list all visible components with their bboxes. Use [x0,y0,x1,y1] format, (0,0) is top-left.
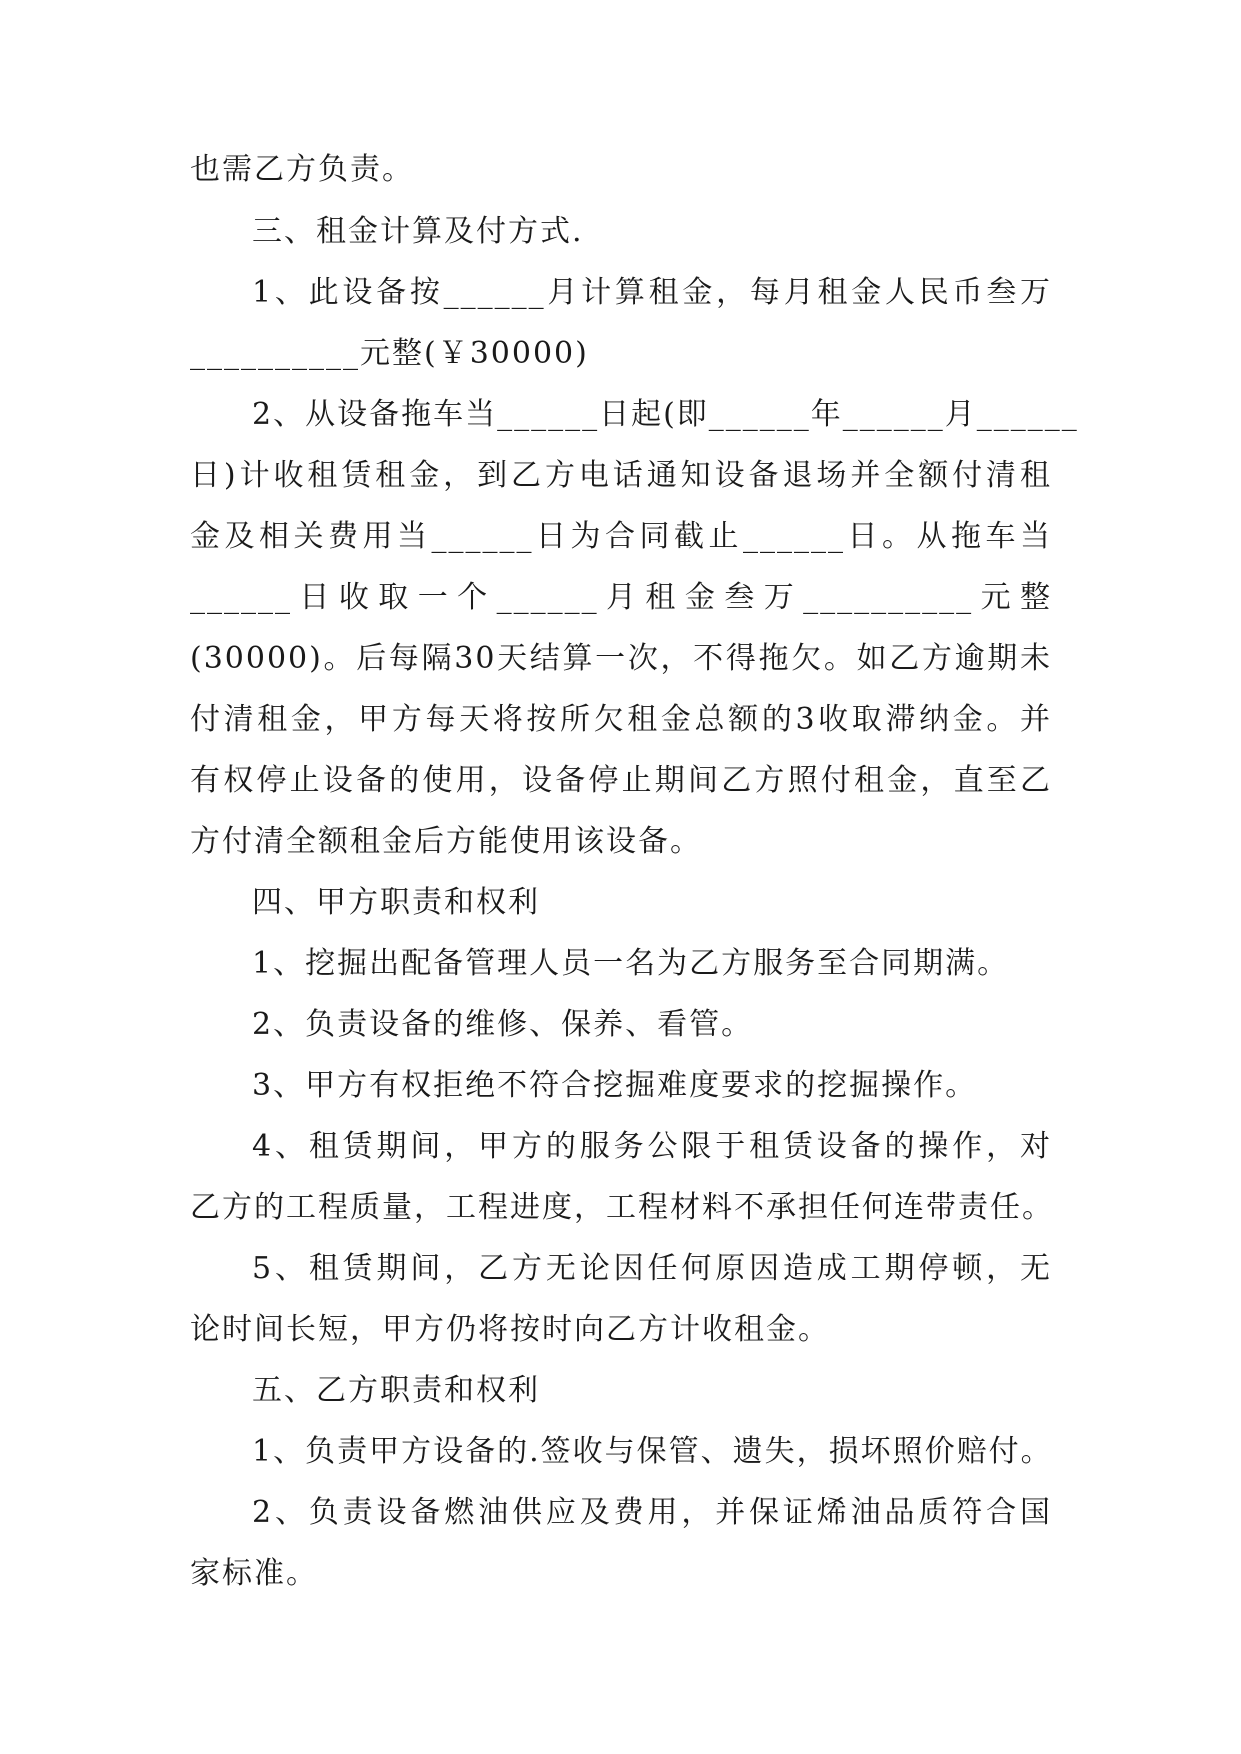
text-line: 方付清全额租金后方能使用该设备。 [190,824,702,859]
text-line: 2、从设备拖车当______日起(即______年______月______ [252,397,1079,432]
text-line: 也需乙方负责。 [190,152,414,187]
text-line: 1、此设备按______月计算租金，每月租金人民币叁万 [252,275,1052,310]
text-line: 1、挖掘出配备管理人员一名为乙方服务至合同期满。 [252,946,1010,981]
text-line: 4、租赁期间，甲方的服务公限于租赁设备的操作，对 [252,1129,1052,1164]
text-line: 1、负责甲方设备的.签收与保管、遗失，损坏照价赔付。 [252,1434,1053,1469]
text-line: (30000)。后每隔30天结算一次，不得拖欠。如乙方逾期未 [190,641,1052,676]
text-line: 日)计收租赁租金，到乙方电话通知设备退场并全额付清租 [190,458,1052,493]
text-line: 乙方的工程质量，工程进度，工程材料不承担任何连带责任。 [190,1190,1054,1225]
section-heading: 四、甲方职责和权利 [252,885,540,920]
text-line: 2、负责设备的维修、保养、看管。 [252,1007,754,1042]
text-line: ______日收取一个______月租金叁万__________元整 [190,580,1052,615]
text-line: 付清租金，甲方每天将按所欠租金总额的3收取滞纳金。并 [190,702,1052,737]
section-heading: 三、租金计算及付方式. [252,214,584,249]
text-line: 论时间长短，甲方仍将按时向乙方计收租金。 [190,1312,830,1347]
text-line: 3、甲方有权拒绝不符合挖掘难度要求的挖掘操作。 [252,1068,978,1103]
text-line: 有权停止设备的使用，设备停止期间乙方照付租金，直至乙 [190,763,1052,798]
text-line: 5、租赁期间，乙方无论因任何原因造成工期停顿，无 [252,1251,1052,1286]
section-heading: 五、乙方职责和权利 [252,1373,540,1408]
text-line: __________元整(￥30000) [190,336,589,371]
text-line: 家标准。 [190,1556,318,1591]
text-line: 金及相关费用当______日为合同截止______日。从拖车当 [190,519,1052,554]
text-line: 2、负责设备燃油供应及费用，并保证烯油品质符合国 [252,1495,1052,1530]
